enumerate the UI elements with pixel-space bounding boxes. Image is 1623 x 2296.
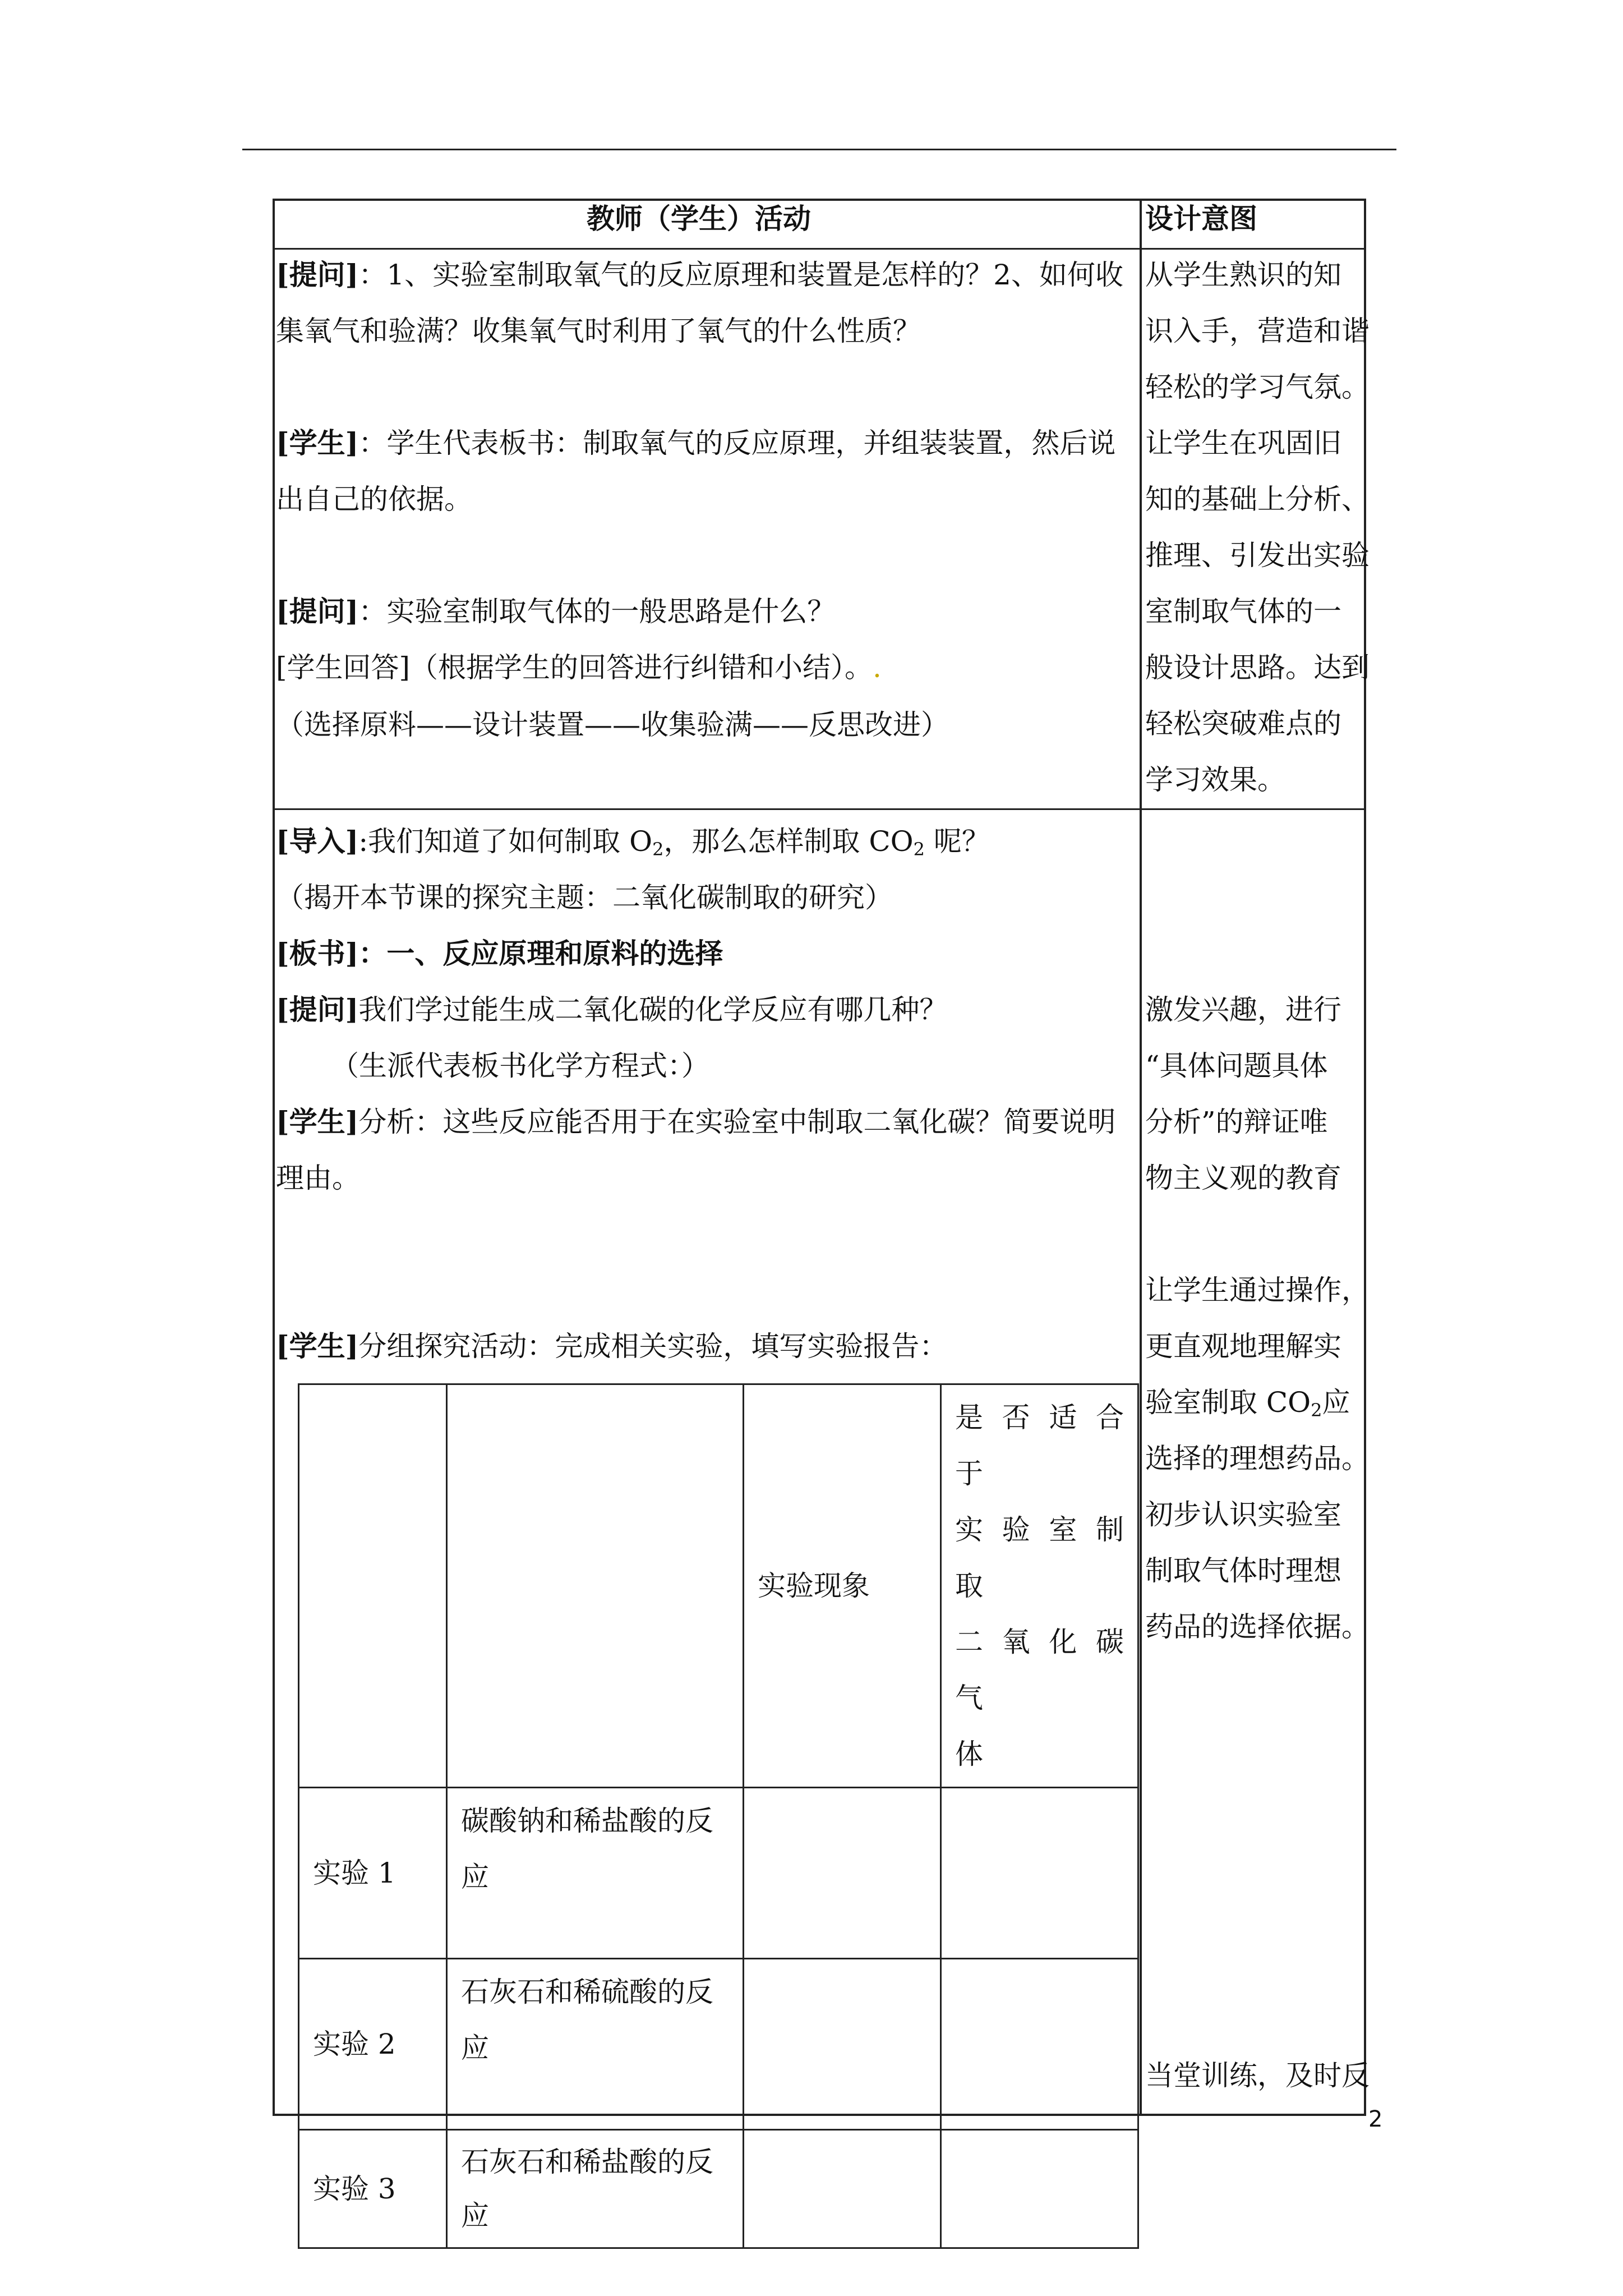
phenomenon-cell[interactable] (744, 2130, 941, 2248)
phenomenon-cell[interactable] (744, 1788, 941, 1959)
intent-line: 轻松突破难点的 (1145, 707, 1341, 740)
report-header-phenomenon: 实验现象 (744, 1384, 941, 1788)
question-3: [提问]我们学过能生成二氧化碳的化学反应有哪几种？ (276, 993, 948, 1026)
report-header-blank (447, 1384, 744, 1788)
suitable-cell[interactable] (941, 2130, 1138, 2248)
report-header-blank (299, 1384, 447, 1788)
table-row (299, 1959, 1138, 2130)
student-activity: [学生]分组探究活动：完成相关实验，填写实验报告： (276, 1329, 948, 1363)
intent-line: 让学生在巩固旧 (1145, 427, 1341, 459)
student-label: [学生] (276, 1105, 359, 1138)
suitable-cell[interactable] (941, 1788, 1138, 1959)
intent-line: “具体问题具体 (1145, 1050, 1328, 1082)
experiment-reaction: 碳酸钠和稀盐酸的反 应 (447, 1788, 744, 1959)
intent-line: 分析”的辩证唯 (1145, 1106, 1328, 1138)
phenomenon-cell[interactable] (744, 1959, 941, 2130)
student-answer: [学生回答]（根据学生的回答进行纠错和小结）。. (276, 651, 882, 684)
general-approach: （选择原料——设计装置——收集验满——反思改进） (276, 708, 949, 741)
experiment-reaction: 石灰石和稀硫酸的反 应 (447, 1959, 744, 2130)
intent-line: 从学生熟识的知 (1145, 259, 1341, 291)
intent-line: 制取气体时理想 (1145, 1554, 1341, 1587)
question-label: [提问] (276, 595, 359, 628)
intent-line: 初步认识实验室 (1145, 1498, 1341, 1531)
suitable-cell[interactable] (941, 1959, 1138, 2130)
intent-line: 验室制取 $CO_2$应 (1145, 1386, 1350, 1421)
intent-line: 激发兴趣，进行 (1145, 993, 1341, 1026)
student-analysis-cont: 理由。 (276, 1162, 360, 1194)
topic-reveal: （揭开本节课的探究主题：二氧化碳制取的研究） (276, 881, 893, 914)
intent-line: 更直观地理解实 (1145, 1330, 1341, 1363)
header-rule (242, 149, 1396, 150)
intent-line: 药品的选择依据。 (1145, 1611, 1370, 1643)
student-1-cont: 出自己的依据。 (276, 483, 472, 516)
question-1-cont: 集氧气和验满？收集氧气时利用了氧气的什么性质？ (276, 315, 921, 347)
column-divider (1140, 199, 1142, 2116)
intent-line: 室制取气体的一 (1145, 595, 1341, 628)
experiment-reaction: 石灰石和稀盐酸的反 应 (447, 2130, 744, 2248)
intent-line: 般设计思路。达到 (1145, 651, 1370, 684)
introduction: [导入]:我们知道了如何制取 $O_2$，那么怎样制取 $CO_2$ 呢？ (276, 825, 990, 860)
header-intent: 设计意图 (1145, 202, 1257, 235)
intent-line: 推理、引发出实验 (1145, 539, 1370, 572)
report-header-row (299, 1384, 1138, 1788)
header-row-divider (273, 248, 1366, 250)
intro-label: [导入] (276, 825, 359, 858)
question-label: [提问] (276, 993, 359, 1026)
experiment-label: 实验 1 (299, 1788, 447, 1959)
report-header-suitable: 是 否 适 合 于 实 验 室 制 取 二 氧 化 碳 气 体 (941, 1384, 1138, 1788)
question-2: [提问]：实验室制取气体的一般思路是什么？ (276, 595, 836, 628)
student-label: [学生] (276, 426, 359, 459)
table-row (299, 1788, 1138, 1959)
intent-line: 轻松的学习气氛。 (1145, 371, 1370, 403)
question-1: [提问]：1、实验室制取氧气的反应原理和装置是怎样的？2、如何收 (276, 258, 1123, 291)
intent-line: 知的基础上分析、 (1145, 483, 1370, 516)
page-number: 2 (1368, 2106, 1383, 2132)
intent-line: 让学生通过操作， (1145, 1274, 1370, 1306)
intent-line: 选择的理想药品。 (1145, 1442, 1370, 1475)
intent-line: 识入手，营造和谐 (1145, 315, 1370, 347)
intent-line: 物主义观的教育 (1145, 1162, 1341, 1194)
student-analysis: [学生]分析：这些反应能否用于在实验室中制取二氧化碳？简要说明 (276, 1105, 1116, 1138)
board-heading: [板书]：一、反应原理和原料的选择 (276, 937, 723, 970)
question-label: [提问] (276, 258, 359, 291)
student-1: [学生]：学生代表板书：制取氧气的反应原理，并组装装置，然后说 (276, 426, 1116, 459)
table-row (299, 2130, 1138, 2248)
experiment-label: 实验 2 (299, 1959, 447, 2130)
intent-line: 学习效果。 (1145, 763, 1285, 796)
equation-note: （生派代表板书化学方程式：） (331, 1050, 709, 1082)
header-activity: 教师（学生）活动 (587, 202, 811, 235)
experiment-label: 实验 3 (299, 2130, 447, 2248)
intent-line: 当堂训练，及时反 (1145, 2059, 1370, 2092)
experiment-report-table (298, 1383, 1139, 2249)
row-divider (273, 808, 1366, 810)
student-label: [学生] (276, 1329, 359, 1363)
